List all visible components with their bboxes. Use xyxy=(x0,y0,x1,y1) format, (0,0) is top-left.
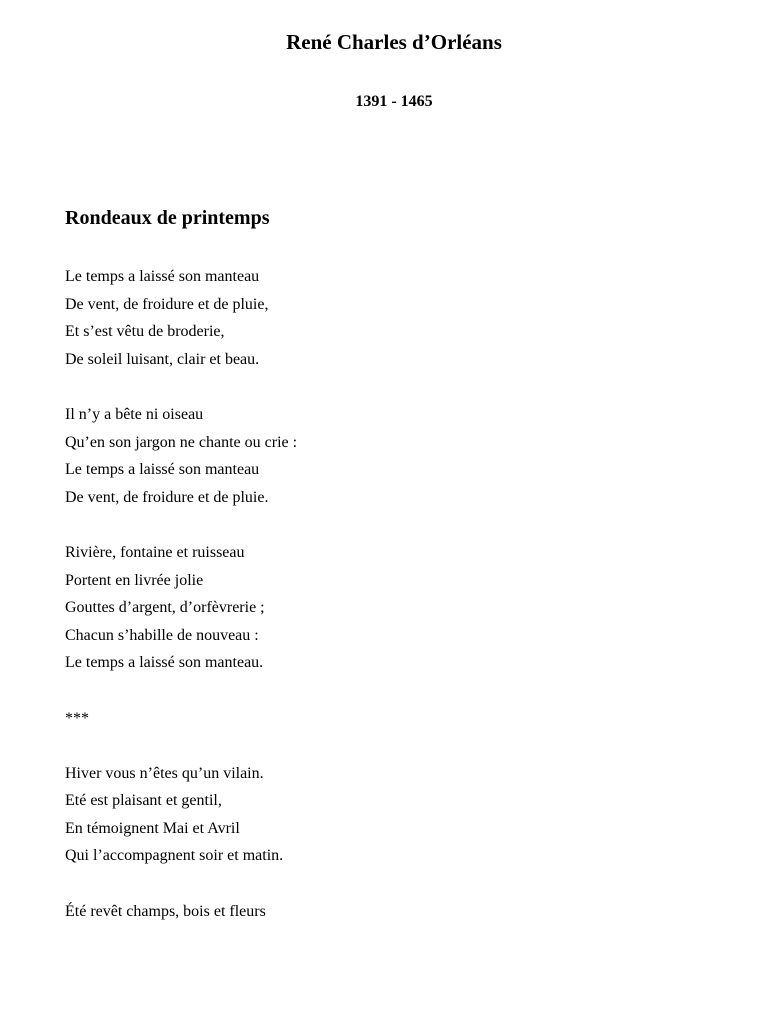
poem-body xyxy=(65,263,745,925)
poem-line: De vent, de froidure et de pluie, xyxy=(65,295,269,313)
poem-line: Eté est plaisant et gentil, xyxy=(65,792,222,810)
poem-line: De vent, de froidure et de pluie. xyxy=(65,488,269,506)
poem-line: En témoignent Mai et Avril xyxy=(65,819,240,837)
poem-line: Portent en livrée jolie xyxy=(65,571,204,589)
stanza-gap xyxy=(65,373,745,401)
poem-line: Gouttes d’argent, d’orfèvrerie ; xyxy=(65,599,265,617)
poem-line: Hiver vous n’êtes qu’un vilain. xyxy=(65,764,264,782)
poem-line: Rivière, fontaine et ruisseau xyxy=(65,543,245,561)
poem-line: Le temps a laissé son manteau xyxy=(65,268,260,285)
poem-line: Il n’y a bête ni oiseau xyxy=(65,405,204,423)
poem-line: Été revêt champs, bois et fleurs xyxy=(65,902,266,920)
stanza-gap xyxy=(65,677,745,705)
poem-line: Chacun s’habille de nouveau : xyxy=(65,626,259,644)
stanza-gap xyxy=(65,870,745,898)
poem-line: De soleil luisant, clair et beau. xyxy=(65,350,260,368)
section-separator: *** xyxy=(65,709,89,727)
author-name: René Charles d’Orléans xyxy=(286,30,502,54)
poem-title: Rondeaux de printemps xyxy=(65,207,270,229)
poem-line: Qu’en son jargon ne chante ou crie : xyxy=(65,433,298,451)
author-dates: 1391 - 1465 xyxy=(355,93,433,110)
stanza-gap xyxy=(65,511,745,539)
poem-line: Le temps a laissé son manteau. xyxy=(65,654,264,672)
poem-line: Le temps a laissé son manteau xyxy=(65,461,260,479)
stanza-gap xyxy=(65,732,745,760)
poem-line: Qui l’accompagnent soir et matin. xyxy=(65,847,284,865)
poem-line: Et s’est vêtu de broderie, xyxy=(65,323,225,341)
